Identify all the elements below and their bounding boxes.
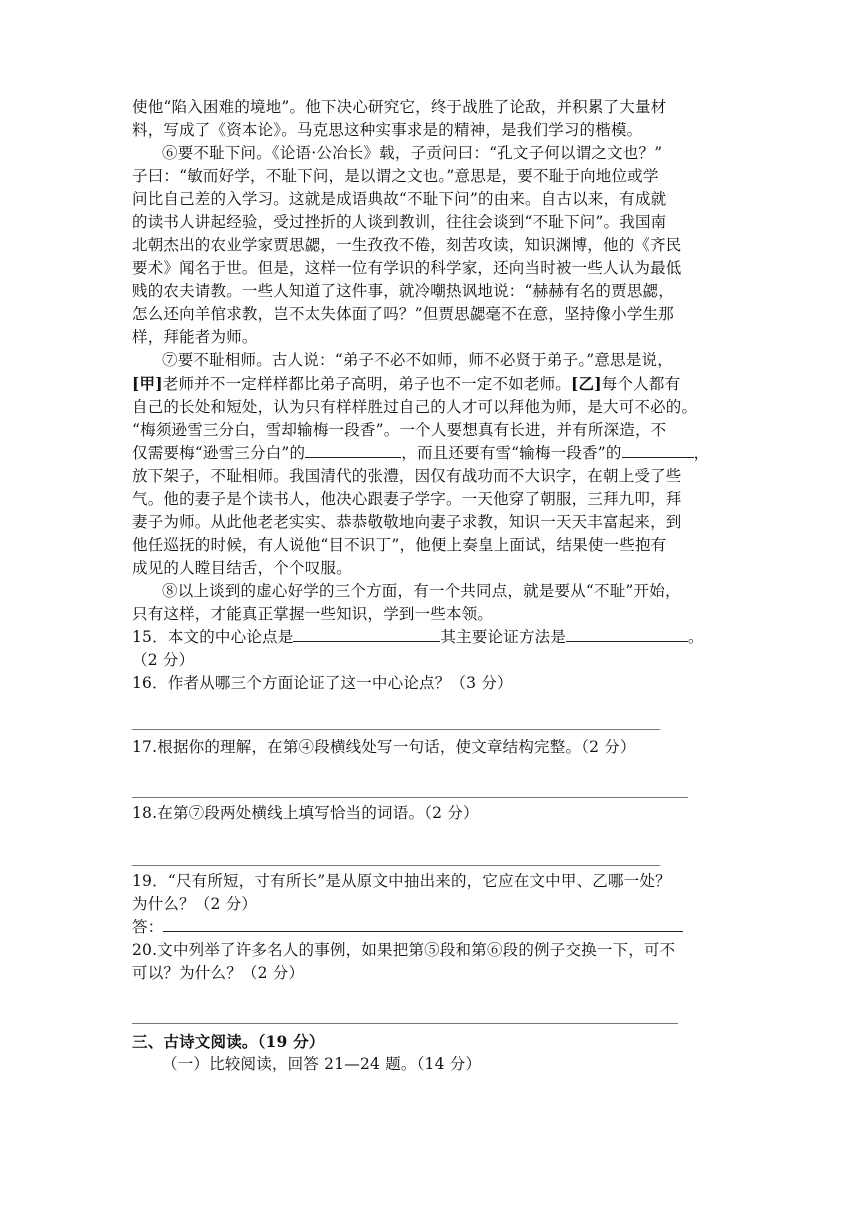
question-20-cont: 可以？为什么？（2 分） [132,964,305,982]
para-line: 问比自己差的入学习。这就是成语典故“不耻下问”的由来。自古以来，有成就 [132,190,667,208]
para-line: 的读书人讲起经验，受过挫折的人谈到教训，往往会谈到“不耻下问”。我国南 [132,213,667,231]
question-score: （2 分） [132,651,195,669]
para-line: “梅须逊雪三分白，雪却输梅一段香”。一个人要想真有长进，并有所深造，不 [132,421,667,439]
para-line: ⑥要不耻下问。《论语·公冶长》载，子贡问曰：“孔文子何以谓之文也？” [162,144,663,162]
marker-jia: [甲] [132,374,163,393]
section-subtitle: （一）比较阅读，回答 21—24 题。（14 分） [162,1055,482,1073]
answer-blank-method[interactable] [566,627,688,642]
text-span: ，而且还要有雪“输梅一段香”的 [401,444,622,462]
para-line: 放下架子，不耻相师。我国清代的张澧，因仅有战功而不大识字，在朝上受了些 [132,467,682,485]
question-18: 18.在第⑦段两处横线上填写恰当的词语。（2 分） [132,804,479,822]
question-20: 20.文中列举了许多名人的事例，如果把第⑤段和第⑥段的例子交换一下，可不 [132,941,676,959]
exam-page [132,96,726,1076]
text-span: ， [693,444,710,462]
text-span: 仅需要梅“逊雪三分白”的 [132,444,306,462]
para-line: 使他“陷入困难的境地”。他下决心研究它，终于战胜了论敌，并积累了大量材 [132,98,667,116]
question-19: 19．“尺有所短，寸有所长”是从原文中抽出来的，它应在文中甲、乙哪一处？ [132,872,671,890]
question-text: 其主要论证方法是 [440,628,567,646]
para-line: 妻子为师。从此他老老实实、恭恭敬敬地向妻子求教，知识一天天丰富起来，到 [132,513,682,531]
answer-row [132,916,726,939]
answer-blank-thesis[interactable] [293,627,440,642]
question-16: 16．作者从哪三个方面论证了这一中心论点？（3 分） [132,674,513,692]
fill-blank-2[interactable] [622,443,694,458]
para-line [132,442,726,465]
section-title: 三、古诗文阅读。（19 分） [132,1032,325,1051]
para-line: 只有这样，才能真正掌握一些知识，学到一些本领。 [132,605,494,623]
para-line: ⑦要不耻相师。古人说：“弟子不必不如师，师不必贤于弟子。”意思是说， [162,351,673,369]
question-19-cont: 为什么？（2 分） [132,895,258,913]
question-15 [132,626,726,649]
para-line: 料，写成了《资本论》。马克思这种实事求是的精神，是我们学习的楷模。 [132,121,643,139]
para-line: 样，拜能者为师。 [132,328,258,346]
text-span: 老师并不一定样样都比弟子高明，弟子也不一定不如老师。 [162,375,571,393]
para-line: 他任巡抚的时候，有人说他“目不识丁”，他便上奏皇上面试，结果使一些抱有 [132,536,667,554]
question-text: 。 [688,628,704,646]
para-line: 自己的长处和短处，认为只有样样胜过自己的人才可以拜他为师，是大可不必的。 [132,398,698,416]
para-line [132,372,726,396]
marker-yi: [乙] [570,374,602,393]
para-line: 北朝杰出的农业学家贾思勰，一生孜孜不倦，刻苦攻读，知识渊博，他的《齐民 [132,236,682,254]
fill-blank-1[interactable] [305,443,401,458]
text-span: 每个人都有 [601,375,681,393]
answer-blank[interactable] [163,917,683,932]
question-17: 17.根据你的理解，在第④段横线处写一句话，使文章结构完整。（2 分） [132,738,636,756]
question-text: 15．本文的中心论点是 [132,628,294,646]
answer-label: 答： [132,918,164,936]
para-line: 要术》闻名于世。但是，这样一位有学识的科学家，还向当时被一些人认为最低 [132,259,682,277]
para-line: 贱的农夫请教。一些人知道了这件事，就冷嘲热讽地说：“赫赫有名的贾思勰， [132,282,674,300]
para-line: 子曰：“敏而好学，不耻下问，是以谓之文也。”意思是，要不耻于向地位或学 [132,167,659,185]
para-line: 气。他的妻子是个读书人，他决心跟妻子学字。一天他穿了朝服，三拜九叩，拜 [132,490,682,508]
para-line: 成见的人瞠目结舌，个个叹服。 [132,559,352,577]
para-line: 怎么还向羊倌求教，岂不太失体面了吗？”但贾思勰毫不在意，坚持像小学生那 [132,305,674,323]
para-line: ⑧以上谈到的虚心好学的三个方面，有一个共同点，就是要从“不耻”开始， [162,582,681,600]
